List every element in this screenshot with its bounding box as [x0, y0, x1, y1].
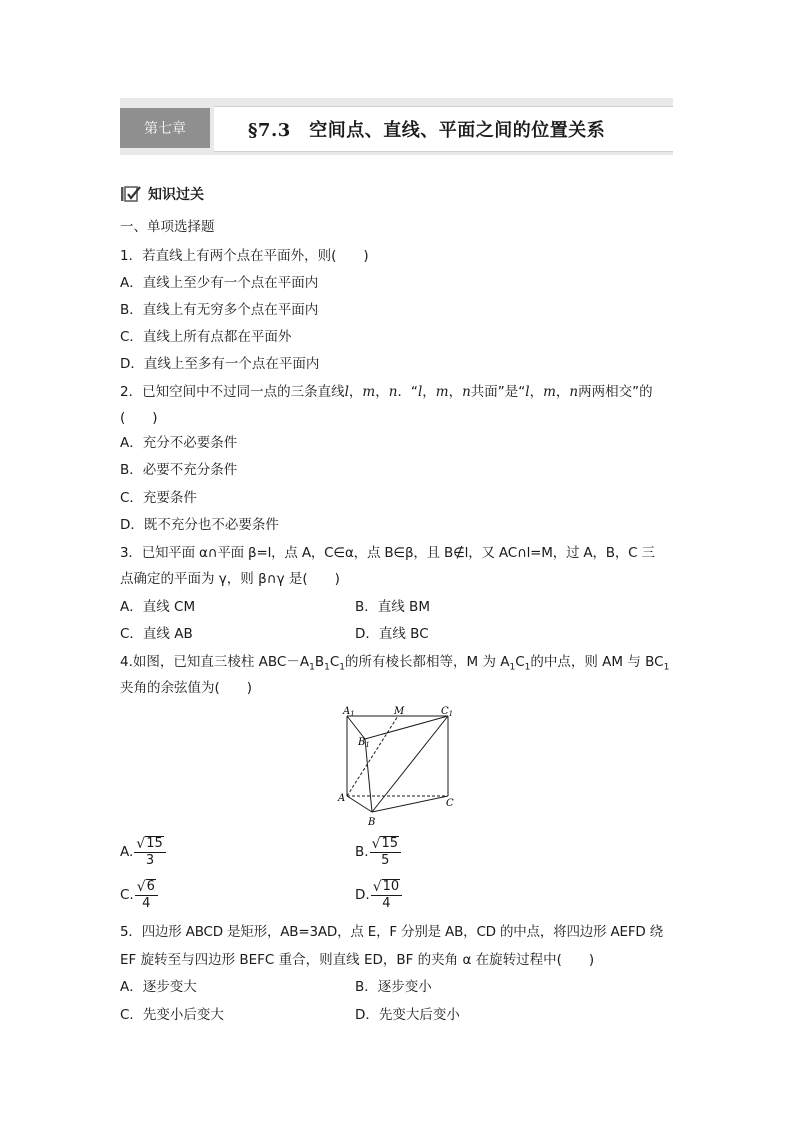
label-b1: $B_1$: [358, 737, 370, 749]
q3-stem-line1: 3．已知平面 α∩平面 β=l，点 A，C∈α，点 B∈β，且 B∉l，又 AC∩l=M，过 A，B，C 三: [120, 545, 655, 561]
q5-option-d: D．先变大后变小: [355, 1007, 460, 1023]
q4-option-a: A. √ 15 3: [120, 836, 166, 867]
label-c1: $C_1$: [441, 706, 454, 718]
q2-option-c: C．充要条件: [120, 490, 197, 506]
q4-option-d: D. √ 10 4: [355, 879, 402, 910]
label-b: B: [368, 817, 376, 828]
q4-option-c: C. √ 6 4: [120, 879, 158, 910]
q1-option-d: D．直线上至多有一个点在平面内: [120, 356, 320, 372]
q1-stem: 1．若直线上有两个点在平面外，则( ): [120, 248, 369, 264]
prism-figure: [335, 704, 465, 833]
q4-stem-line1: 4.如图，已知直三棱柱 $ABC-A_1B_1C_1$的所有棱长都相等，M 为 $A_1C_1$的中点，则 AM 与 $BC_1$: [120, 654, 670, 673]
q5-option-a: A．逐步变大: [120, 979, 197, 995]
label-a: A: [338, 793, 346, 804]
q5-stem-line1: 5．四边形 ABCD 是矩形，AB=3AD，点 E，F 分别是 AB，CD 的中点，将四边形 AEFD 绕: [120, 924, 663, 940]
q1-option-c: C．直线上所有点都在平面外: [120, 329, 292, 345]
q5-stem-line2: EF 旋转至与四边形 BEFC 重合，则直线 ED，BF 的夹角 α 在旋转过程中( ): [120, 952, 595, 968]
q2-paren: ( ): [120, 410, 158, 426]
q2-option-b: B．必要不充分条件: [120, 462, 238, 478]
q4-option-b: B. √ 15 5: [355, 836, 401, 867]
section-heading: [120, 184, 204, 204]
page-title: §7.3 空间点、直线、平面之间的位置关系: [248, 120, 606, 141]
label-a1: $A_1$: [343, 706, 355, 718]
chapter-tab: 第七章: [120, 108, 210, 148]
q2-option-d: D．既不充分也不必要条件: [120, 517, 279, 533]
q2-option-a: A．充分不必要条件: [120, 435, 238, 451]
q5-option-c: C．先变小后变大: [120, 1007, 224, 1023]
q3-option-d: D．直线 BC: [355, 626, 429, 642]
q1-option-a: A．直线上至少有一个点在平面内: [120, 275, 319, 291]
q3-option-a: A．直线 CM: [120, 599, 196, 615]
q3-option-b: B．直线 BM: [355, 599, 430, 615]
section-label: 知识过关: [148, 187, 204, 203]
q1-option-b: B．直线上有无穷多个点在平面内: [120, 302, 319, 318]
checklist-icon: [120, 185, 142, 203]
label-c: C: [446, 798, 454, 809]
q4-stem-line2: 夹角的余弦值为( ): [120, 680, 253, 696]
part-title: 一、单项选择题: [120, 219, 215, 235]
q3-option-c: C．直线 AB: [120, 626, 193, 642]
q5-option-b: B．逐步变小: [355, 979, 432, 995]
q3-stem-line2: 点确定的平面为 γ，则 β∩γ 是( ): [120, 571, 340, 587]
q2-stem: 2．已知空间中不过同一点的三条直线l，m，n．“l，m，n共面”是“l，m，n两两相交”的: [120, 384, 653, 400]
label-m: M: [394, 706, 405, 717]
title-box: [214, 106, 673, 152]
